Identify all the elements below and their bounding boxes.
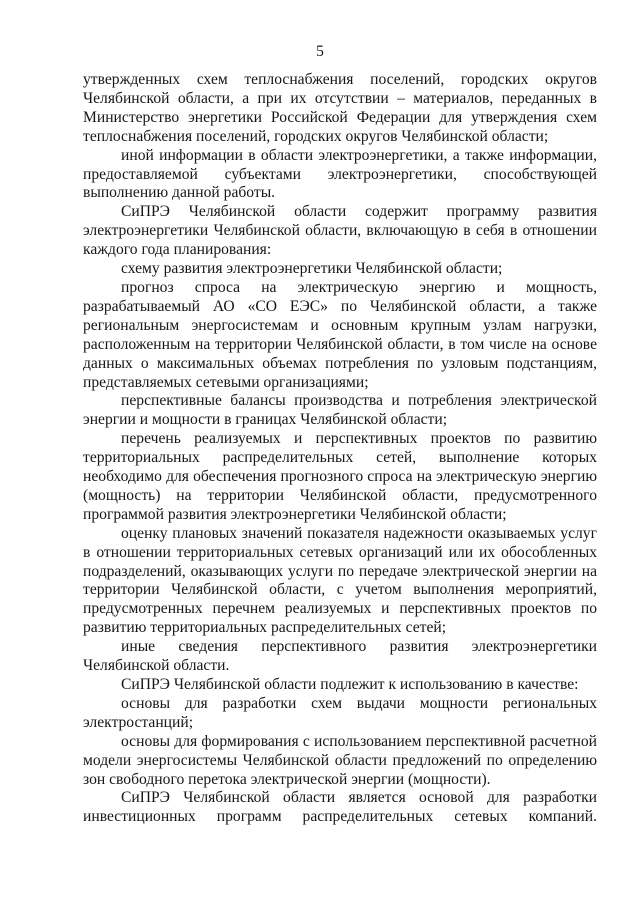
paragraph-7: перечень реализуемых и перспективных проектов по развитию территориальных распределительных сетей, выполнение которых необходимо для обеспечения прогнозного спроса на электрическую энергию (мощность) на территории Челябинской области, предусмотренного программой развития электроэнергетики Челябинской области; [83, 430, 597, 523]
paragraph-6: перспективные балансы производства и потребления электрической энергии и мощности в границах Челябинской области; [83, 392, 597, 429]
paragraph-3: СиПРЭ Челябинской области содержит программу развития электроэнергетики Челябинской области, включающую в себя в отношении каждого года планирования: [83, 203, 597, 259]
page-number: 5 [316, 43, 324, 60]
paragraph-10: СиПРЭ Челябинской области подлежит к использованию в качестве: [121, 676, 579, 693]
document-body [83, 71, 597, 827]
paragraph-11: основы для разработки схем выдачи мощности региональных электростанций; [83, 694, 597, 731]
paragraph-5: прогноз спроса на электрическую энергию и мощность, разрабатываемый АО «СО ЕЭС» по Челябинской области, а также региональным энергосистемам и основным крупным узлам нагрузки, расположенным на территории Челябинской области, в том числе на основе данных о максимальных объемах потребления по узловым подстанциям, представляемых сетевыми организациями; [83, 278, 597, 391]
paragraph-2: иной информации в области электроэнергетики, а также информации, предоставляемой субъектами электроэнергетики, способствующей выполнению данной работы. [83, 146, 597, 202]
paragraph-12: основы для формирования с использованием перспективной расчетной модели энергосистемы Челябинской области предложений по определению зон свободного перетока электрической энергии (мощности). [83, 732, 597, 788]
paragraph-4: схему развития электроэнергетики Челябинской области; [121, 260, 503, 278]
paragraph-13: СиПРЭ Челябинской области является основой для разработки инвестиционных программ распределительных сетевых компаний. [83, 789, 597, 826]
paragraph-8: оценку плановых значений показателя надежности оказываемых услуг в отношении территориальных сетевых организаций или их обособленных подразделений, оказывающих услуги по передаче электрической энергии на территории Челябинской области, с учетом выполнения мероприятий, предусмотренных перечнем реализуемых и перспективных проектов по развитию территориальных распределительных сетей; [83, 524, 597, 637]
paragraph-9: иные сведения перспективного развития электроэнергетики Челябинской области. [83, 638, 597, 675]
paragraph-1: утвержденных схем теплоснабжения поселений, городских округов Челябинской области, а при их отсутствии – материалов, переданных в Министерство энергетики Российской Федерации для утверждения схем теплоснабжения поселений, городских округов Челябинской области; [83, 71, 597, 145]
